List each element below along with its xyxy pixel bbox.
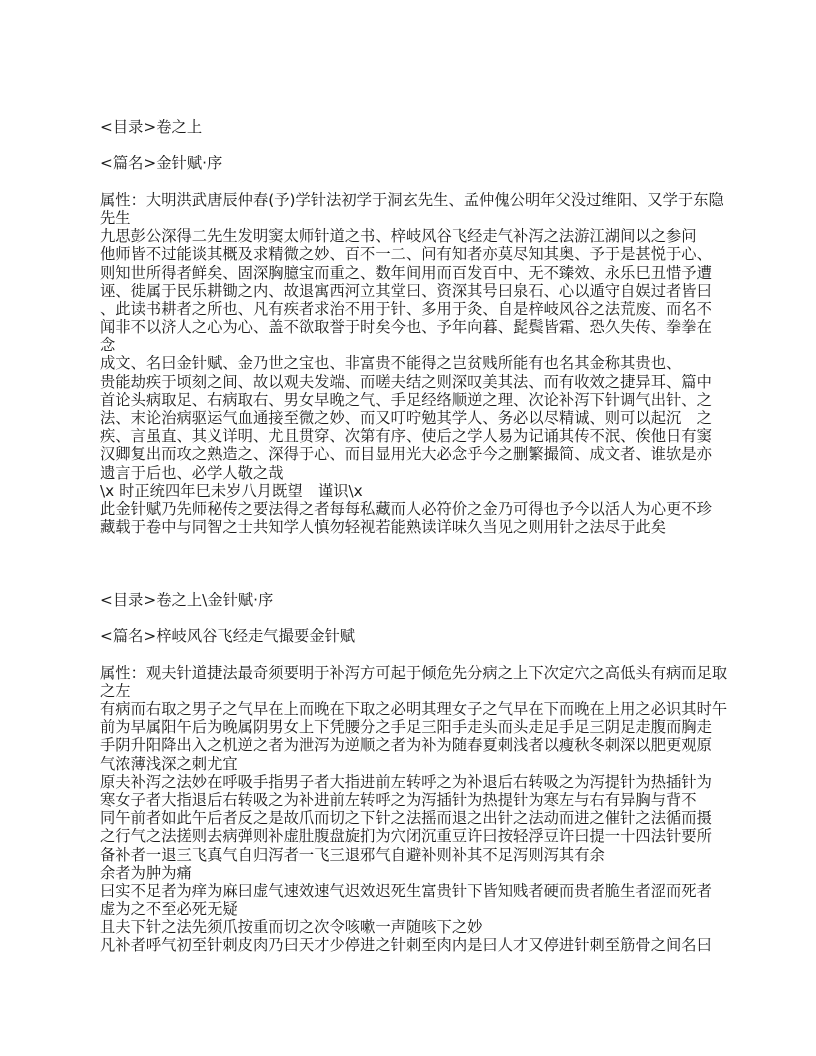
text-line: 凡补者呼气初至针刺皮肉乃曰天才少停进之针刺至肉内是曰人才又停进针刺至筋骨之间名曰 (100, 936, 712, 955)
text-line: 则知世所得者鲜矣、固深胸臆宝而重之、数年间用而百发百中、无不臻效、永乐巳丑惜予遭 (100, 263, 712, 282)
text-line: 、此读书耕者之所也、凡有疾者求治不用于针、多用于灸、自是梓岐风谷之法荒废、而名不 (100, 299, 712, 318)
text-line: 余者为肿为痛 (100, 863, 192, 882)
text-line: 虚为之不至必死无疑 (100, 900, 238, 919)
text-line: 他师皆不过能谈其概及求精微之妙、百不一二、问有知者亦莫尽知其奥、予于是甚悦于心、 (100, 245, 712, 264)
blank-line (100, 645, 727, 663)
text-line: 闻非不以济人之心为心、盖不欲取誉于时矣今也、予年向暮、髭鬓皆霜、恐久失传、拳拳在 (100, 318, 712, 337)
text-line: 属性：大明洪武唐辰仲春(予)学针法初学于洞玄先生、孟仲傀公明年父没过维阳、又学于东隐 (100, 190, 724, 209)
text-line: 同午前者如此午后者反之是故爪而切之下针之法摇而退之出针之法动而进之催针之法循而摄 (100, 809, 712, 828)
blank-line (100, 536, 727, 554)
blank-line (100, 136, 727, 154)
text-line: 法、末论治病驱运气血通接至微之妙、而又叮咛勉其学人、务必以尽精诚、则可以起沉 之 (100, 409, 712, 427)
text-line: 前为早属阳午后为晚属阴男女上下凭腰分之手足三阳手走头而头走足手足三阴足走腹而胸走 (100, 718, 712, 737)
text-line: 先生 (100, 208, 131, 227)
text-line: 疾、言虽直、其义详明、尤且贯穿、次第有序、使后之学人易为记诵其传不泯、俟他日有窦 (100, 427, 712, 446)
text-line: \x 时正统四年巳未岁八月既望 谨识\x (100, 481, 363, 500)
section-title-line: <篇名>梓岐风谷飞经走气撮要金针赋 (100, 627, 356, 646)
text-line: 属性：观夫针道捷法最奇须要明于补泻方可起于倾危先分病之上下次定穴之高低头有病而足取 (100, 663, 728, 682)
text-line: 九思彭公深得二先生发明窦太师针道之书、梓岐风谷飞经走气补泻之法游江湖间以之参问 (100, 227, 697, 246)
toc-line: <目录>卷之上 (100, 118, 203, 136)
text-line: 此金针赋乃先师秘传之要法得之者每每私藏而人必符价之金乃可得也予今以活人为心更不珍 (100, 499, 712, 518)
text-line: 寒女子者大指退后右转吸之为补进前左转呼之为泻插针为热提针为寒左与右有异胸与背不 (100, 790, 697, 809)
text-line: 原夫补泻之法妙在呼吸手指男子者大指进前左转呼之为补退后右转吸之为泻提针为热插针为 (100, 772, 712, 791)
blank-line (100, 573, 727, 591)
text-line: 气浓薄浅深之刺尤宜 (100, 754, 238, 773)
text-line: 成文、名曰金针赋、金乃世之宝也、非富贵不能得之岂贫贱所能有也名其金称其贵也、 (100, 354, 682, 373)
text-line: 念 (100, 336, 116, 355)
text-line: 藏载于卷中与同智之士共知学人慎勿轻视若能熟读详味久当见之则用针之法尽于此矣 (100, 518, 666, 537)
blank-line (100, 555, 727, 573)
text-line: 有病而右取之男子之气早在上而晚在下取之必明其理女子之气早在下而晚在上用之必识其时午 (100, 700, 728, 718)
text-line: 备补者一退三飞真气自归泻者一飞三退邪气自避补则补其不足泻则泻其有余 (100, 845, 605, 864)
blank-line (100, 173, 727, 191)
text-line: 遗言于后也、必学人敬之哉 (100, 463, 284, 482)
text-line: 之行气之法搓则去病弹则补虚肚腹盘旋扪为穴闭沉重豆许曰按轻浮豆许曰提一十四法针要所 (100, 827, 712, 846)
text-line: 贵能劫疾于顷刻之间、故以观夫发端、而嗟夫结之则深叹美其法、而有收效之捷异耳、篇中 (100, 372, 712, 391)
blank-line (100, 609, 727, 627)
text-line: 手阴升阳降出入之机逆之者为泄泻为逆顺之者为补为随春夏刺浅者以瘦秋冬刺深以肥更观原 (100, 736, 712, 755)
text-line: 诬、徙属于民乐耕锄之内、故退寓西河立其堂曰、资深其号曰泉石、心以遁守自娱过者皆曰 (100, 281, 712, 300)
text-line: 之左 (100, 681, 131, 700)
text-line: 曰实不足者为痒为麻曰虚气速效速气迟效迟死生富贵针下皆知贱者硬而贵者脆生者涩而死者 (100, 881, 712, 900)
text-line: 汉卿复出而攻之熟造之、深得于心、而目显用光大必念乎今之删繁撮简、成文者、谁欤是亦 (100, 445, 712, 464)
toc-line: <目录>卷之上\金针赋·序 (100, 590, 274, 609)
text-line: 首论头病取足、右病取右、男女早晚之气、手足经络顺逆之理、次论补泻下针调气出针、之 (100, 390, 712, 409)
text-line: 且夫下针之法先须爪按重而切之次令咳嗽一声随咳下之妙 (100, 918, 483, 937)
document-content (100, 118, 727, 955)
section-title-line: <篇名>金针赋·序 (100, 154, 223, 173)
